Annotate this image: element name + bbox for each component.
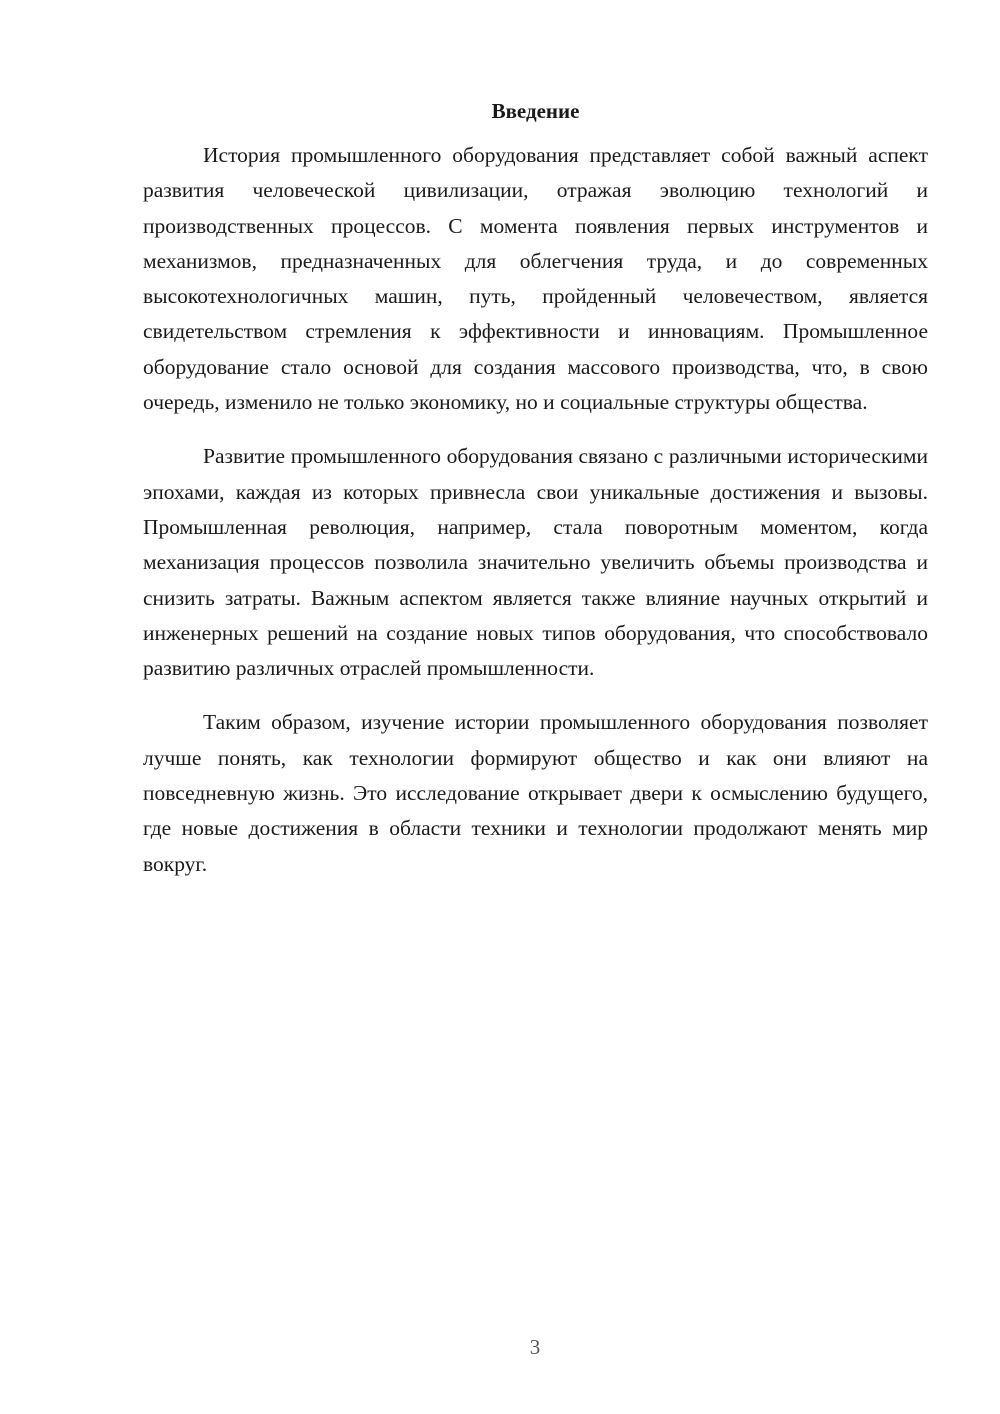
section-heading: Введение	[491, 99, 580, 123]
page-content	[143, 96, 928, 882]
paragraph-3: Таким образом, изучение истории промышленного оборудования позволяет лучше понять, как технологии формируют общество и как они влияют на повседневную жизнь. Это исследование открывает двери к осмыслению будущего, где новые достижения в области техники и технологии продолжают менять мир вокруг.	[143, 710, 928, 876]
paragraph-2: Развитие промышленного оборудования связано с различными историческими эпохами, каждая из которых привнесла свои уникальные достижения и вызовы. Промышленная революция, например, стала поворотным моментом, когда механизация процессов позволила значительно увеличить объемы производства и снизить затраты. Важным аспектом является также влияние научных открытий и инженерных решений на создание новых типов оборудования, что способствовало развитию различных отраслей промышленности.	[143, 444, 928, 681]
page-number: 3	[529, 1335, 541, 1359]
paragraph-1: История промышленного оборудования представляет собой важный аспект развития человеческой цивилизации, отражая эволюцию технологий и производственных процессов. С момента появления первых инструментов и механизмов, предназначенных для облегчения труда, и до современных высокотехнологичных машин, путь, пройденный человечеством, является свидетельством стремления к эффективности и инновациям. Промышленное оборудование стало основой для создания массового производства, что, в свою очередь, изменило не только экономику, но и социальные структуры общества.	[143, 143, 928, 415]
